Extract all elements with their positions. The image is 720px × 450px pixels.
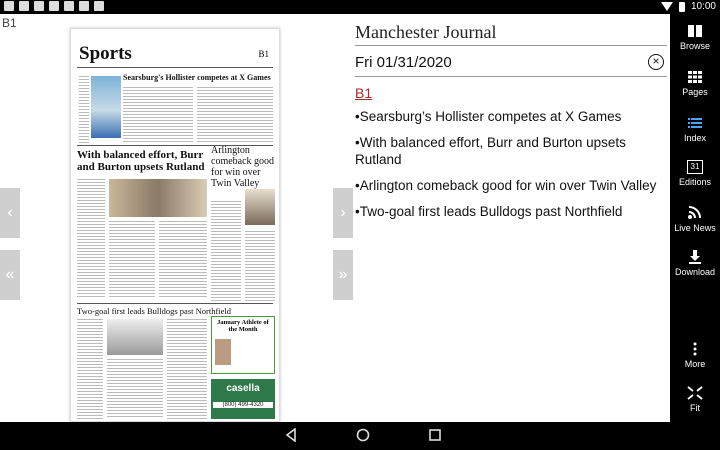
story-text: [109, 221, 155, 299]
next-page-button[interactable]: ›: [333, 188, 353, 238]
download-icon: [687, 250, 703, 264]
masthead: Manchester Journal: [355, 22, 497, 42]
story-text: [245, 231, 275, 301]
notification-icon: [49, 1, 59, 11]
story-text: [211, 201, 241, 301]
last-page-button[interactable]: »: [333, 250, 353, 300]
notification-icon: [64, 1, 74, 11]
sidebar-item-live-news[interactable]: Live News: [670, 206, 720, 233]
story-headline[interactable]: Searsburg's Hollister competes at X Games: [123, 73, 271, 82]
close-icon[interactable]: ×: [648, 54, 664, 70]
edition-date: Fri 01/31/2020: [355, 54, 452, 71]
recents-icon[interactable]: [428, 428, 442, 442]
athlete-of-month-ad[interactable]: [211, 316, 275, 374]
sidebar-item-pages[interactable]: Pages: [670, 70, 720, 97]
rss-icon: [687, 206, 703, 220]
book-icon: [687, 24, 703, 38]
grid-icon: [687, 70, 703, 84]
newspaper-page[interactable]: [70, 28, 280, 422]
story-headline[interactable]: With balanced effort, Burr and Burton upsets Rutland: [77, 149, 205, 173]
story-text: [197, 87, 273, 143]
battery-icon: [679, 2, 685, 12]
sidebar-item-fit[interactable]: Fit: [670, 386, 720, 413]
story-text: [123, 87, 193, 143]
story-text: [77, 319, 103, 419]
wifi-icon: [661, 2, 673, 11]
ad-brand: casella: [226, 383, 260, 394]
casella-ad[interactable]: [211, 379, 275, 419]
sidebar: [670, 14, 720, 422]
story-photo: [91, 76, 121, 138]
notification-icon: [4, 1, 14, 11]
section-title: Sports: [79, 43, 132, 64]
back-icon[interactable]: [284, 428, 298, 442]
section-tag: B1: [258, 49, 269, 59]
list-icon: [687, 116, 703, 130]
story-text: [159, 221, 207, 299]
story-text: [167, 319, 207, 419]
sidebar-item-editions[interactable]: 31 Editions: [678, 162, 712, 187]
sidebar-item-index[interactable]: Index: [670, 116, 720, 143]
headline-link[interactable]: •Arlington comeback good for win over Twin Valley: [355, 178, 657, 193]
reader-app: [0, 14, 720, 422]
notification-icons: [4, 1, 104, 11]
first-page-button[interactable]: «: [0, 250, 20, 300]
ad-phone: (800) 499-4320: [213, 402, 273, 408]
notification-icon: [94, 1, 104, 11]
previous-page-button[interactable]: ‹: [0, 188, 20, 238]
status-bar: [0, 0, 720, 14]
more-icon: [687, 342, 703, 356]
divider: [355, 45, 667, 46]
sidebar-item-download[interactable]: Download: [670, 250, 720, 277]
home-icon[interactable]: [356, 428, 370, 442]
page-label: B1: [2, 16, 17, 30]
sidebar-item-browse[interactable]: Browse: [670, 24, 720, 51]
story-photo: [245, 189, 275, 225]
story-text: [79, 76, 89, 146]
story-text: [107, 359, 163, 419]
system-nav-bar: [0, 422, 720, 450]
notification-icon: [79, 1, 89, 11]
headline-link[interactable]: •With balanced effort, Burr and Burton upsets Rutland: [355, 135, 626, 167]
story-headline[interactable]: Arlington comeback good for win over Twin Valley: [211, 145, 275, 189]
fit-icon: [687, 386, 703, 400]
headline-link[interactable]: •Two-goal first leads Bulldogs past Northfield: [355, 204, 623, 219]
story-headline[interactable]: Two-goal first leads Bulldogs past Northfield: [77, 306, 232, 316]
notification-icon: [19, 1, 29, 11]
calendar-icon: 31: [687, 160, 703, 174]
notification-icon: [34, 1, 44, 11]
status-clock: 10:00: [690, 1, 716, 12]
index-panel: [355, 14, 670, 422]
athlete-photo: [215, 339, 231, 365]
divider: [77, 67, 273, 68]
story-photo: [107, 319, 163, 355]
divider: [77, 303, 273, 304]
page-link[interactable]: B1: [355, 85, 373, 101]
headline-link[interactable]: •Searsburg’s Hollister competes at X Games: [355, 109, 622, 124]
story-text: [77, 179, 105, 299]
sidebar-item-more[interactable]: More: [670, 342, 720, 369]
divider: [355, 76, 667, 77]
headline-list: [355, 108, 667, 229]
ad-title: January Athlete of the Month: [217, 319, 269, 333]
story-photo: [109, 179, 207, 217]
